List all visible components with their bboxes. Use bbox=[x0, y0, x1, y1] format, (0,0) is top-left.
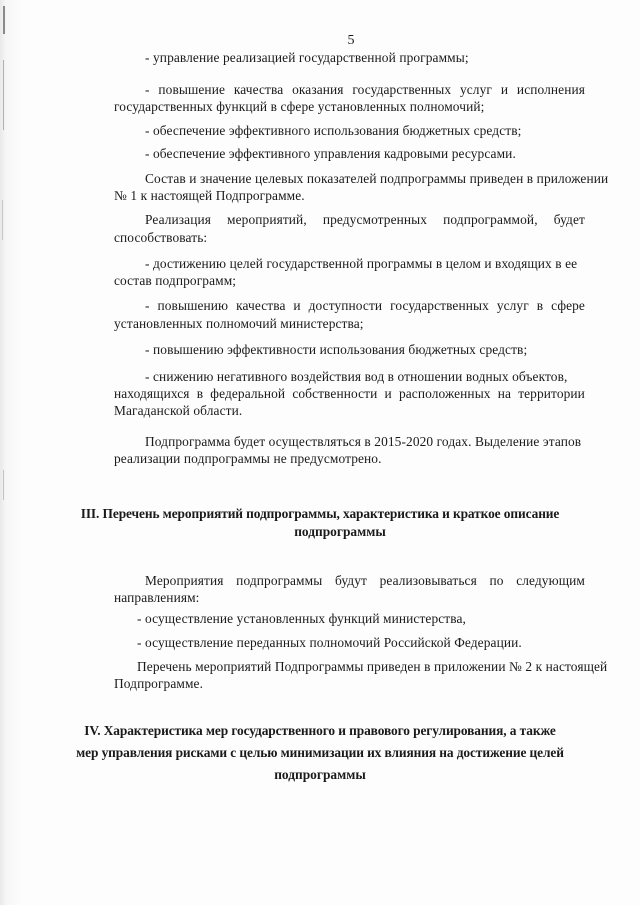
paragraph-period: Подпрограмма будет осуществляться в 2015-2020 годах. Выделение этапов bbox=[145, 434, 582, 449]
section-heading-cont: подпрограммы bbox=[274, 767, 366, 782]
list-item-cont: установленных полномочий министерства; bbox=[114, 316, 364, 331]
list-item: - повышению качества и доступности государственных услуг в сфере bbox=[145, 298, 585, 313]
section-heading-cont: мер управления рисками с целью минимизации их влияния на достижение целей bbox=[76, 745, 564, 760]
scan-artifact bbox=[3, 6, 5, 34]
section-heading-cont: подпрограммы bbox=[294, 524, 386, 539]
list-item: - обеспечение эффективного управления кадровыми ресурсами. bbox=[145, 146, 516, 161]
paragraph-indicators-cont: № 1 к настоящей Подпрограмме. bbox=[114, 188, 305, 203]
paragraph-period-cont: реализации подпрограммы не предусмотрено. bbox=[114, 451, 382, 466]
section-heading: III. Перечень мероприятий подпрограммы, характеристика и краткое описание bbox=[80, 506, 560, 521]
scan-artifact bbox=[3, 470, 4, 500]
page-number: 5 bbox=[347, 33, 355, 48]
list-item-cont: состав подпрограмм; bbox=[114, 273, 237, 288]
list-item-services-line1: - повышение качества оказания государственных услуг и исполнения bbox=[145, 82, 585, 97]
list-item: - осуществление переданных полномочий Российской Федерации. bbox=[137, 635, 522, 650]
list-item: - осуществление установленных функций министерства, bbox=[137, 611, 466, 626]
list-item: - управление реализацией государственной программы; bbox=[145, 50, 469, 65]
scan-artifact bbox=[2, 200, 3, 240]
section-heading: IV. Характеристика мер государственного и правового регулирования, а также bbox=[84, 723, 556, 738]
paragraph-activities-list-cont: Подпрограмме. bbox=[114, 676, 204, 691]
list-item-cont: находящихся в федеральной собственности и расположенных на территории bbox=[114, 386, 585, 401]
paragraph-activities-list: Перечень мероприятий Подпрограммы приведен в приложении № 2 к настоящей bbox=[137, 659, 608, 674]
list-item: - снижению негативного воздействия вод в отношении водных объектов, bbox=[145, 369, 568, 384]
list-item: - повышению эффективности использования бюджетных средств; bbox=[145, 342, 528, 357]
list-item-cont: Магаданской области. bbox=[114, 403, 243, 418]
scan-artifact bbox=[3, 60, 4, 130]
list-item: - достижению целей государственной программы в целом и входящих в ее bbox=[145, 256, 578, 271]
list-item: - обеспечение эффективного использования бюджетных средств; bbox=[145, 123, 522, 138]
paragraph-implementation: Реализация мероприятий, предусмотренных подпрограммой, будет bbox=[145, 212, 585, 227]
paragraph-directions: Мероприятия подпрограммы будут реализовываться по следующим bbox=[145, 573, 585, 588]
list-item-services-line2: государственных функций в сфере установленных полномочий; bbox=[114, 99, 485, 114]
paragraph-indicators: Состав и значение целевых показателей подпрограммы приведен в приложении bbox=[145, 171, 609, 186]
paragraph-directions-cont: направлениям: bbox=[114, 590, 200, 605]
paragraph-implementation-cont: способствовать: bbox=[114, 230, 208, 245]
